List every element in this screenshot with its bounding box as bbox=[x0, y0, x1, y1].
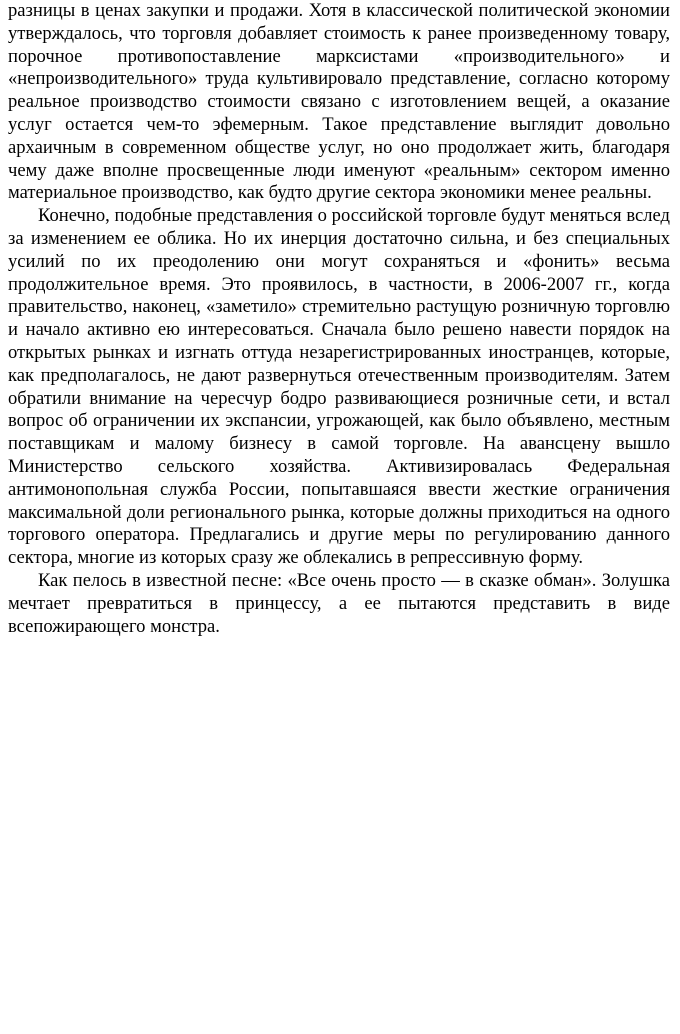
paragraph-cinderella: Как пелось в известной песне: «Все очень просто — в сказке обман». Золушка мечтает превратиться в принцессу, а ее пытаются представить в виде всепожирающего монстра. bbox=[8, 569, 670, 637]
paragraph-trade-perceptions: Конечно, подобные представления о российской торговле будут меняться вслед за изменением ее облика. Но их инерция достаточно сильна, и без специальных усилий по их преодолению они могут сохраняться и «фонить» весьма продолжительное время. Это проявилось, в частности, в 2006-2007 гг., когда правительство, наконец, «заметило» стремительно растущую розничную торговлю и начало активно ею интересоваться. Сначала было решено навести порядок на открытых рынках и изгнать оттуда незарегистрированных иностранцев, которые, как предполагалось, не дают развернуться отечественным производителям. Затем обратили внимание на чересчур бодро развивающиеся розничные сети, и встал вопрос об ограничении их экспансии, угрожающей, как было объявлено, местным поставщикам и малому бизнесу в самой торговле. На авансцену вышло Министерство сельского хозяйства. Активизировалась Федеральная антимонопольная служба России, попытавшаяся ввести жесткие ограничения максимальной доли регионального рынка, которые должны приходиться на одного торгового оператора. Предлагались и другие меры по регулированию данного сектора, многие из которых сразу же облекались в репрессивную форму. bbox=[8, 205, 670, 569]
document-page bbox=[8, 0, 670, 638]
paragraph-continuation: разницы в ценах закупки и продажи. Хотя в классической политической экономии утверждалось, что торговля добавляет стоимость к ранее произведенному товару, порочное противопоставление марксистами «производительного» и «непроизводительного» труда культивировало представление, согласно которому реальное производство стоимости связано с изготовлением вещей, а оказание услуг остается чем-то эфемерным. Такое представление выглядит довольно архаичным в современном обществе услуг, но оно продолжает жить, благодаря чему даже вполне просвещенные люди именуют «реальным» сектором именно материальное производство, как будто другие сектора экономики менее реальны. bbox=[8, 0, 670, 204]
